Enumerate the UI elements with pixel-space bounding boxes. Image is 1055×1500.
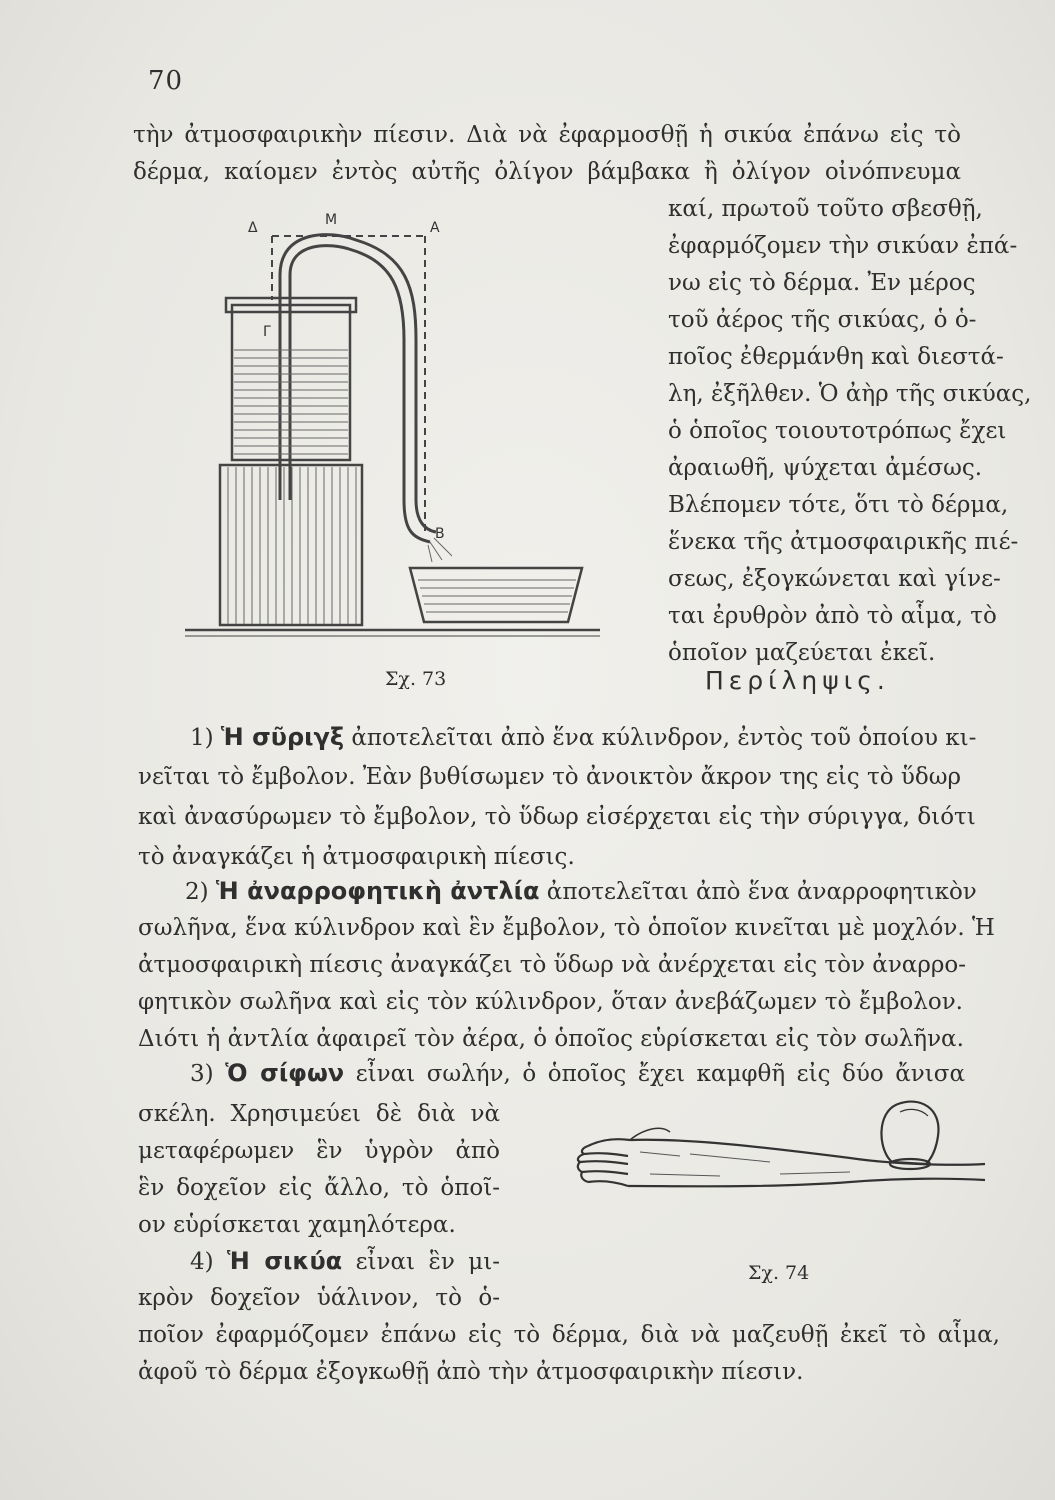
intro-col-line: ποῖος ἐθερμάνθη καὶ διεστά- [668, 344, 1004, 370]
item-4-term: Ἡ σικύα [227, 1247, 343, 1275]
label-alpha: Α [430, 220, 440, 236]
intro-col-line: ἕνεκα τῆς ἀτμοσφαιρικῆς πιέ- [668, 529, 1019, 555]
item-3-text: εἶναι σωλήν, ὁ ὁποῖος ἔχει καμφθῆ εἰς δύο ἄνισα [355, 1061, 966, 1087]
figure-73-siphon [180, 200, 610, 650]
item-3-line-3: μεταφέρωμεν ἓν ὑγρὸν ἀπὸ [138, 1138, 500, 1164]
page-number: 70 [148, 66, 184, 96]
item-2-line-2: σωλῆνα, ἕνα κύλινδρον καὶ ἓν ἔμβολον, τὸ ὁποῖον κινεῖται μὲ μοχλόν. Ἡ [138, 915, 995, 941]
intro-col-line: Βλέπομεν τότε, ὅτι τὸ δέρμα, [668, 492, 1009, 518]
intro-col-line: ἀραιωθῆ, ψύχεται ἀμέσως. [668, 455, 983, 481]
item-1-line-1 [190, 722, 977, 753]
item-1-text: ἀποτελεῖται ἀπὸ ἕνα κύλινδρον, ἐντὸς τοῦ ὁποίου κι- [351, 725, 977, 751]
figure-73-caption: Σχ. 73 [385, 668, 447, 690]
intro-col-line: ὁποῖον μαζεύεται ἐκεῖ. [668, 640, 936, 666]
item-4-line-1 [190, 1246, 500, 1277]
label-mu: Μ [325, 212, 338, 228]
intro-col-line: ὁ ὁποῖος τοιουτοτρόπως ἔχει [668, 418, 1007, 444]
item-2-line-1 [185, 876, 977, 907]
item-2-line-3: ἀτμοσφαιρικὴ πίεσις ἀναγκάζει τὸ ὕδωρ νὰ ἀνέρχεται εἰς τὸν ἀναρρο- [138, 952, 966, 978]
item-3-line-5: ον εὑρίσκεται χαμηλότερα. [138, 1212, 456, 1238]
item-4-line-2: κρὸν δοχεῖον ὑάλινον, τὸ ὁ- [138, 1285, 500, 1311]
intro-col-line: σεως, ἐξογκώνεται καὶ γίνε- [668, 566, 1001, 592]
intro-col-line: ται ἐρυθρὸν ἀπὸ τὸ αἷμα, τὸ [668, 603, 997, 629]
item-2-line-4: φητικὸν σωλῆνα καὶ εἰς τὸν κύλινδρον, ὅταν ἀνεβάζωμεν τὸ ἔμβολον. [138, 989, 963, 1015]
item-4-text: εἶναι ἓν μι- [355, 1249, 500, 1275]
intro-col-line: λη, ἐξῆλθεν. Ὁ ἀὴρ τῆς σικύας, [668, 381, 1032, 407]
item-1-number: 1) [190, 725, 214, 751]
intro-col-line: καί, πρωτοῦ τοῦτο σβεσθῇ, [668, 196, 983, 222]
item-4-number: 4) [190, 1249, 214, 1275]
summary-heading: Περίληψις. [705, 666, 890, 695]
item-3-line-2: σκέλη. Χρησιμεύει δὲ διὰ νὰ [138, 1101, 500, 1127]
item-1-line-4: τὸ ἀναγκάζει ἡ ἀτμοσφαιρικὴ πίεσις. [138, 844, 575, 870]
item-2-line-5: Διότι ἡ ἀντλία ἀφαιρεῖ τὸν ἀέρα, ὁ ὁποῖος εὑρίσκεται εἰς τὸν σωλῆνα. [138, 1026, 964, 1052]
label-delta: Δ [248, 220, 258, 236]
item-2-number: 2) [185, 879, 209, 905]
item-3-number: 3) [190, 1061, 214, 1087]
intro-col-line: ἐφαρμόζομεν τὴν σικύαν ἐπά- [668, 233, 1018, 259]
item-1-term: Ἡ σῦριγξ [220, 723, 345, 751]
item-3-term: Ὁ σίφων [225, 1059, 345, 1087]
item-3-line-1 [190, 1058, 965, 1089]
item-2-text: ἀποτελεῖται ἀπὸ ἕνα ἀναρροφητικὸν [546, 879, 977, 905]
intro-col-line: τοῦ ἀέρος τῆς σικύας, ὁ ὁ- [668, 307, 977, 333]
figure-74-arm-with-cup [570, 1090, 1000, 1230]
intro-line-1: τὴν ἀτμοσφαιρικὴν πίεσιν. Διὰ νὰ ἐφαρμοσθῇ ἡ σικύα ἐπάνω εἰς τὸ [133, 122, 961, 148]
label-beta: Β [435, 526, 445, 542]
item-4-line-3: ποῖον ἐφαρμόζομεν ἐπάνω εἰς τὸ δέρμα, διὰ νὰ μαζευθῇ ἐκεῖ τὸ αἷμα, [138, 1322, 1000, 1348]
item-1-line-3: καὶ ἀνασύρωμεν τὸ ἔμβολον, τὸ ὕδωρ εἰσέρχεται εἰς τὴν σύριγγα, διότι [138, 804, 976, 830]
label-gamma: Γ [263, 324, 271, 340]
intro-col-line: νω εἰς τὸ δέρμα. Ἐν μέρος [668, 270, 976, 296]
item-3-line-4: ἓν δοχεῖον εἰς ἄλλο, τὸ ὁποῖ- [138, 1175, 500, 1201]
item-1-line-2: νεῖται τὸ ἔμβολον. Ἐὰν βυθίσωμεν τὸ ἀνοικτὸν ἄκρον της εἰς τὸ ὕδωρ [138, 764, 961, 790]
figure-74-caption: Σχ. 74 [748, 1262, 810, 1284]
intro-line-2: δέρμα, καίομεν ἐντὸς αὐτῆς ὀλίγον βάμβακα ἢ ὀλίγον οἰνόπνευμα [133, 159, 961, 185]
item-4-line-4: ἀφοῦ τὸ δέρμα ἐξογκωθῇ ἀπὸ τὴν ἀτμοσφαιρικὴν πίεσιν. [138, 1359, 804, 1385]
item-2-term: Ἡ ἀναρροφητικὴ ἀντλία [215, 877, 540, 905]
